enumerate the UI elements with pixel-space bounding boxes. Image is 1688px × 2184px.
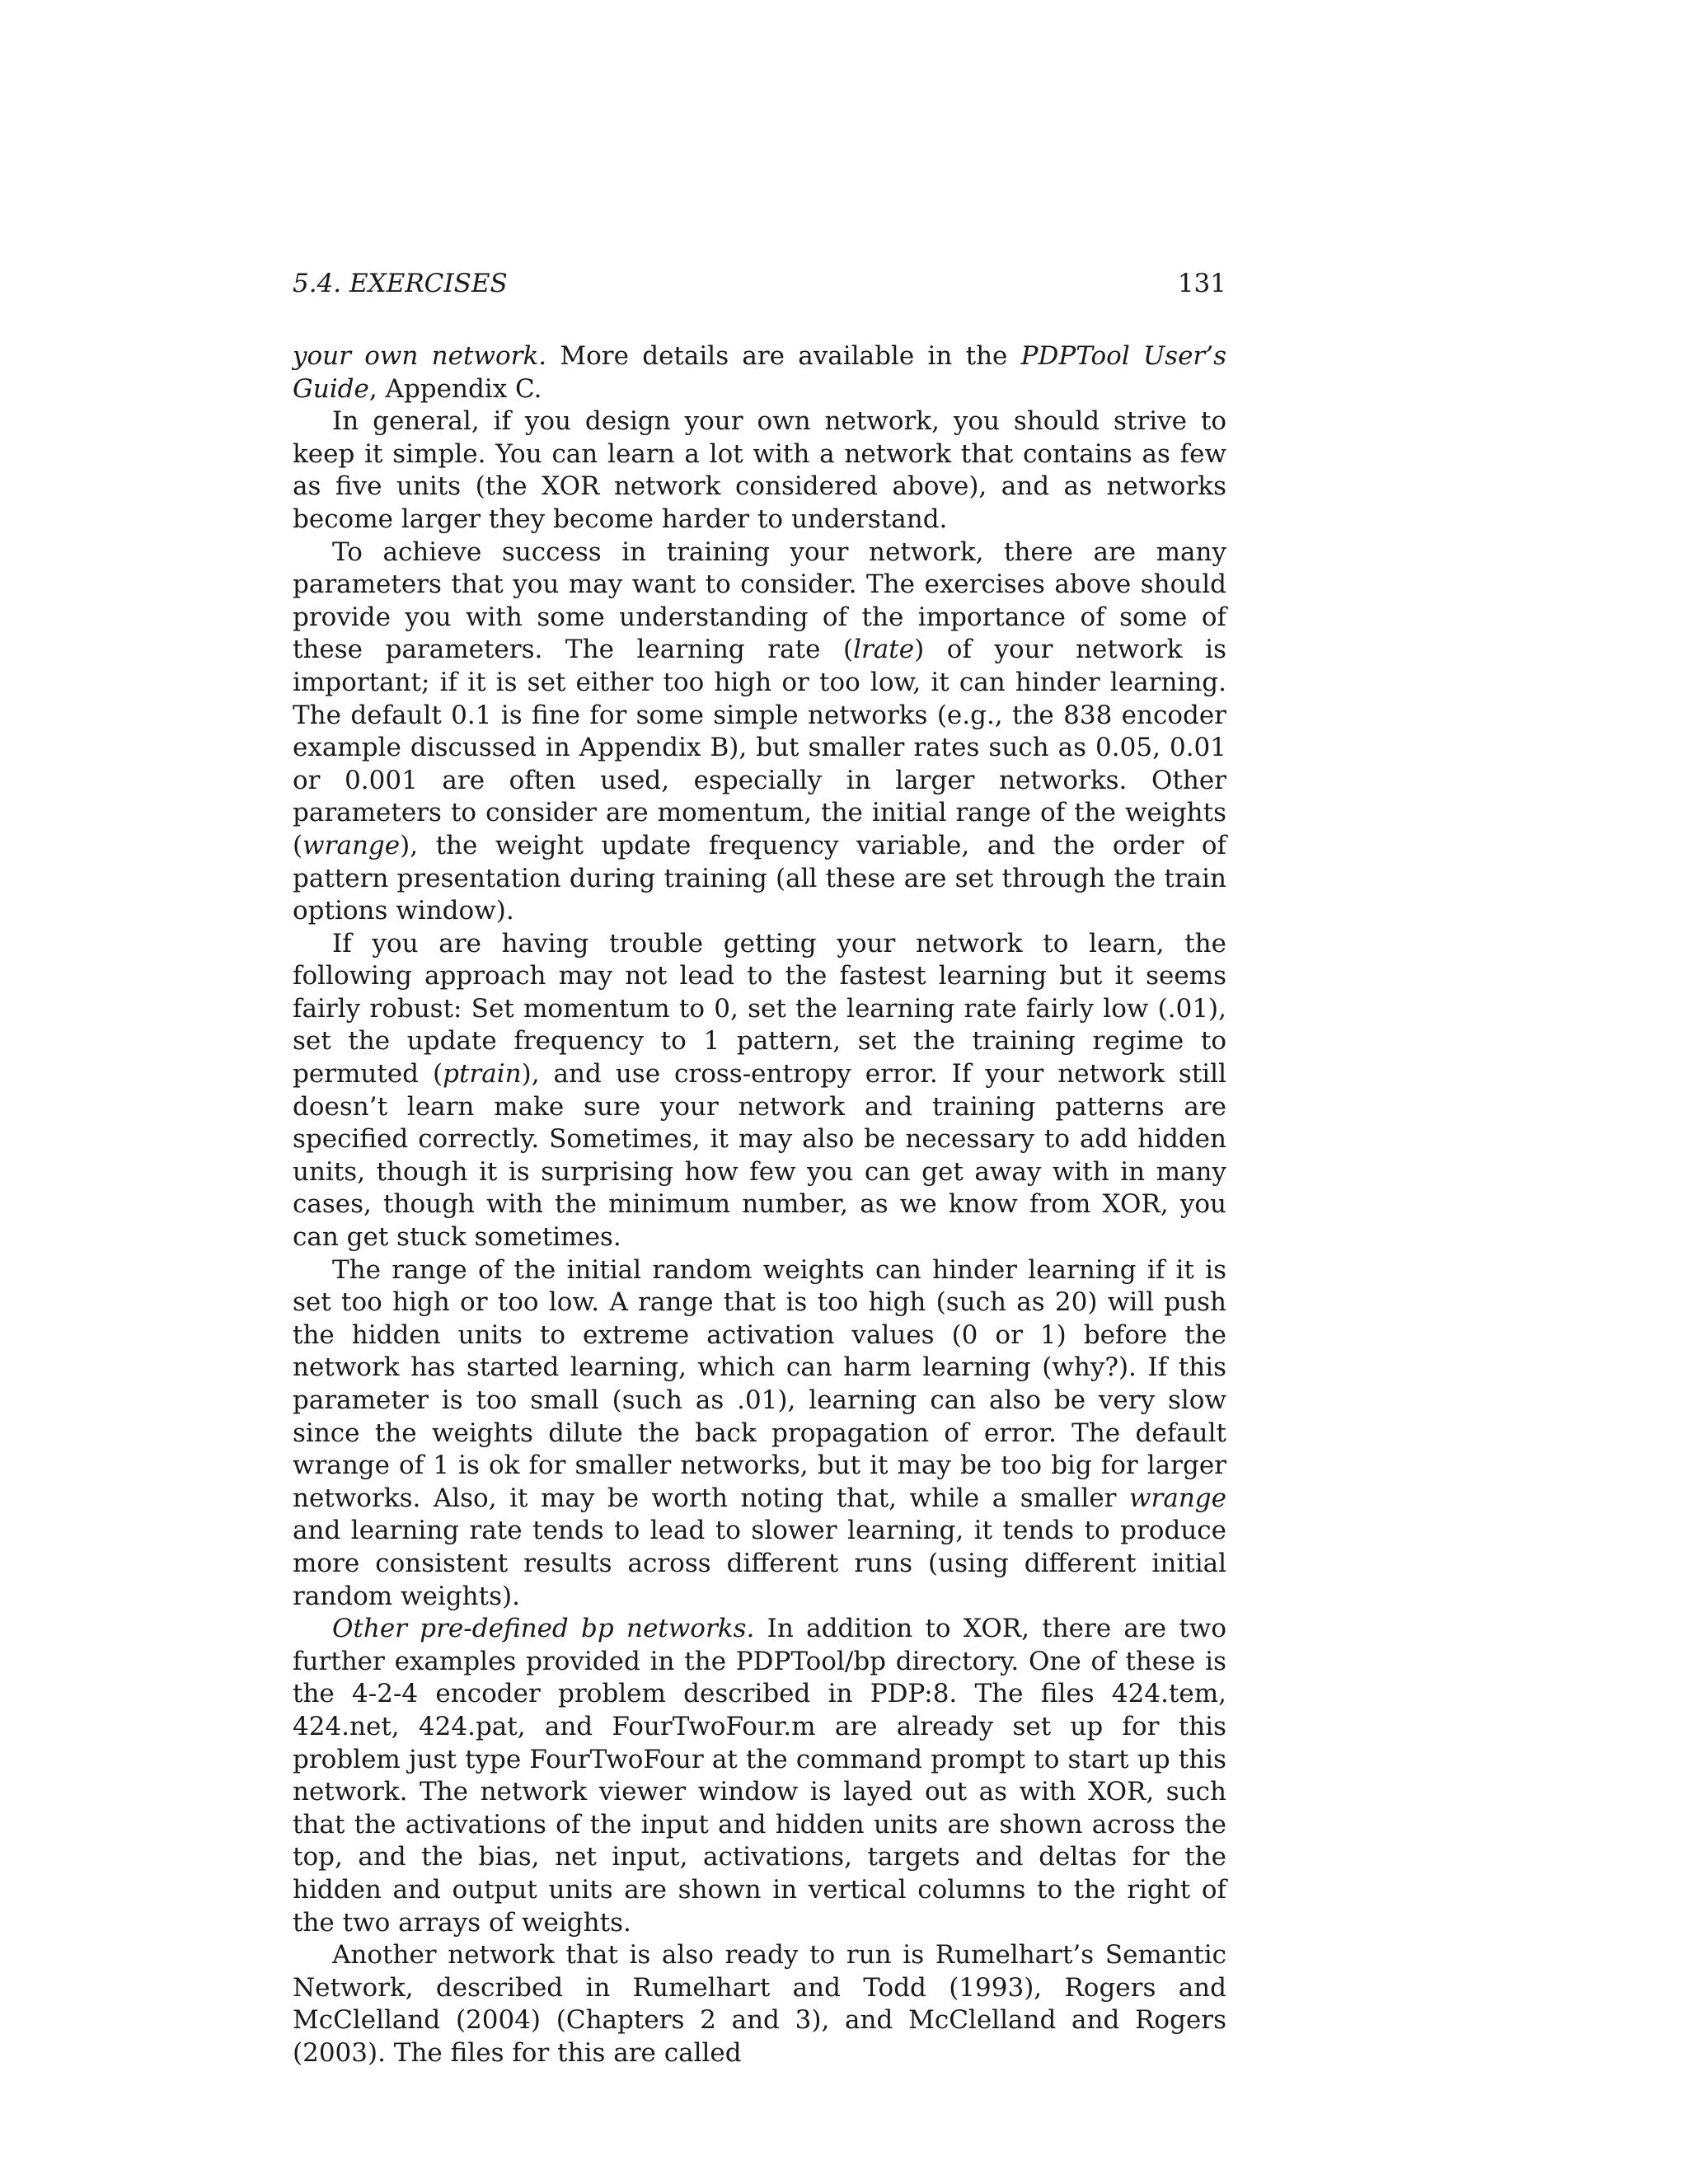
section-title: 5.4. EXERCISES (293, 269, 508, 298)
paragraph-continuation (293, 340, 1226, 405)
paragraph (293, 1939, 1226, 2069)
text-run: In general, if you design your own network, you should strive to keep it simple. You can learn a lot with a network that contains as few as five units (the XOR network considered above), and as networks become larger they become harder to understand. (293, 406, 1226, 534)
page-number: 131 (1177, 269, 1226, 298)
paragraph (293, 1613, 1226, 1939)
text-run: and learning rate tends to lead to slower learning, it tends to produce more consistent results across different runs (using different initial random weights). (293, 1516, 1226, 1611)
paragraph (293, 537, 1226, 928)
text-run: If you are having trouble getting your network to learn, the following approach may not lead to the fastest learning but it seems fairly robust: Set momentum to 0, set the learning rate fairly low (.01), set the update frequency to 1 pattern, set the training regime to permuted ( (293, 928, 1226, 1090)
paragraph (293, 928, 1226, 1254)
text-run: ), the weight update frequency variable, and the order of pattern presentation during training (all these are set through the train options window). (293, 830, 1226, 926)
italic-title: PDPTool User’s Guide (293, 341, 1226, 404)
italic-term: lrate (853, 635, 915, 665)
text-run: More details are available in the (546, 341, 1021, 371)
italic-phrase: your own network. (293, 341, 547, 371)
italic-term: wrange (1129, 1483, 1226, 1513)
body-text (293, 340, 1226, 2069)
text-run: To achieve success in training your network, there are many parameters that you may want to consider. The exercises above should provide you with some understanding of the importance of some of these parameters. The learning rate ( (293, 537, 1226, 665)
text-run: In addition to XOR, there are two further examples provided in the PDPTool/bp directory. One of these is the 4-2-4 encoder problem described in PDP:8. The files 424.tem, 424.net, 424.pat, and FourTwoFour.m are already set up for this problem just type FourTwoFour at the command prompt to start up this network. The network viewer window is layed out as with XOR, such that the activations of the input and hidden units are shown across the top, and the bias, net input, activations, targets and deltas for the hidden and output units are shown in vertical columns to the right of the two arrays of weights. (293, 1614, 1227, 1938)
italic-run-in-heading: Other pre-defined bp networks. (332, 1614, 755, 1644)
paragraph (293, 405, 1226, 536)
running-head (293, 265, 1226, 302)
page (293, 0, 1226, 2184)
text-run: ), and use cross-entropy error. If your network still doesn’t learn make sure your network and training patterns are specified correctly. Sometimes, it may also be necessary to add hidden units, though it is surprising how few you can get away with in many cases, though with the minimum number, as we know from XOR, you can get stuck sometimes. (293, 1059, 1227, 1253)
italic-term: ptrain (443, 1059, 522, 1090)
italic-term: wrange (302, 830, 401, 860)
text-run: , Appendix C. (368, 373, 542, 404)
text-run: ) of your network is important; if it is set either too high or too low, it can hinder learning. The default 0.1 is fine for some simple networks (e.g., the 838 encoder example discussed in Appendix B), but smaller rates such as 0.05, 0.01 or 0.001 are often used, especially in larger networks. Other parameters to consider are momentum, the initial range of the weights ( (293, 635, 1226, 860)
text-run: Another network that is also ready to run is Rumelhart’s Semantic Network, described in Rumelhart and Todd (1993), Rogers and McClelland (2004) (Chapters 2 and 3), and McClelland and Rogers (2003). The files for this are called (293, 1940, 1226, 2068)
paragraph (293, 1254, 1226, 1614)
text-run: The range of the initial random weights can hinder learning if it is set too high or too low. A range that is too high (such as 20) will push the hidden units to extreme activation values (0 or 1) before the network has started learning, which can harm learning (why?). If this parameter is too small (such as .01), learning can also be very slow since the weights dilute the back propagation of error. The default wrange of 1 is ok for smaller networks, but it may be too big for larger networks. Also, it may be worth noting that, while a smaller (293, 1254, 1226, 1513)
